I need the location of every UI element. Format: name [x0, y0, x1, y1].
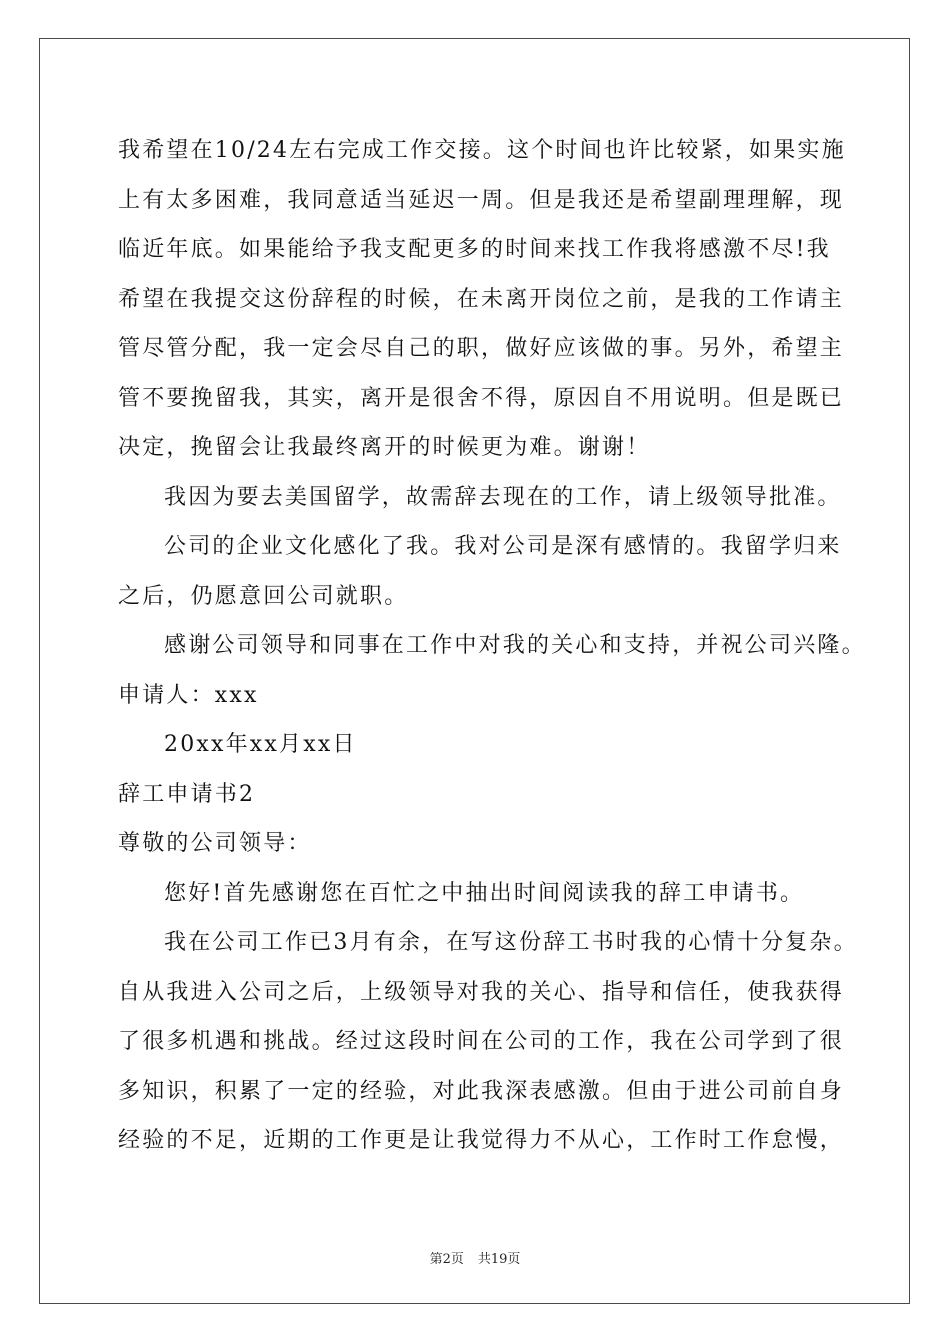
page-number: 第2页 — [429, 1252, 464, 1267]
text-line: 希望在我提交这份辞程的时候，在未离开岗位之前，是我的工作请主 — [118, 286, 845, 312]
document-body — [118, 126, 866, 1166]
applicant-line: 申请人：xxx — [118, 682, 259, 708]
text-line: 管不要挽留我，其实，离开是很舍不得，原因自不用说明。但是既已 — [118, 385, 845, 411]
text-line: 自从我进入公司之后，上级领导对我的关心、指导和信任，使我获得 — [118, 979, 845, 1005]
date-line: 20xx年xx月xx日 — [164, 732, 357, 757]
text-line: 管尽管分配，我一定会尽自己的职，做好应该做的事。另外，希望主 — [118, 336, 845, 361]
text-line: 感谢公司领导和同事在工作中对我的关心和支持，并祝公司兴隆。 — [164, 633, 866, 658]
section-title: 辞工申请书2 — [118, 781, 256, 807]
text-line: 我希望在10/24左右完成工作交接。这个时间也许比较紧，如果实施 — [118, 138, 846, 163]
text-line: 我在公司工作已3月有余，在写这份辞工书时我的心情十分复杂。 — [164, 930, 858, 955]
salutation: 尊敬的公司领导： — [118, 831, 312, 856]
text-line: 了很多机遇和挑战。经过这段时间在公司的工作，我在公司学到了很 — [118, 1029, 845, 1054]
text-line: 临近年底。如果能给予我支配更多的时间来找工作我将感激不尽!我 — [118, 237, 831, 262]
page-footer — [0, 1248, 950, 1267]
text-line: 您好!首先感谢您在百忙之中抽出时间阅读我的辞工申请书。 — [164, 880, 805, 906]
total-pages: 共19页 — [477, 1252, 521, 1267]
text-line: 之后，仍愿意回公司就职。 — [118, 583, 409, 609]
text-line: 上有太多困难，我同意适当延迟一周。但是我还是希望副理理解，现 — [118, 187, 845, 213]
text-line: 公司的企业文化感化了我。我对公司是深有感情的。我留学归来 — [164, 534, 842, 559]
text-line: 我因为要去美国留学，故需辞去现在的工作，请上级领导批准。 — [164, 484, 842, 510]
text-line: 多知识，积累了一定的经验，对此我深表感激。但由于进公司前自身 — [118, 1078, 845, 1104]
text-line: 决定，挽留会让我最终离开的时候更为难。谢谢！ — [118, 435, 651, 460]
text-line: 经验的不足，近期的工作更是让我觉得力不从心，工作时工作怠慢， — [118, 1128, 845, 1153]
